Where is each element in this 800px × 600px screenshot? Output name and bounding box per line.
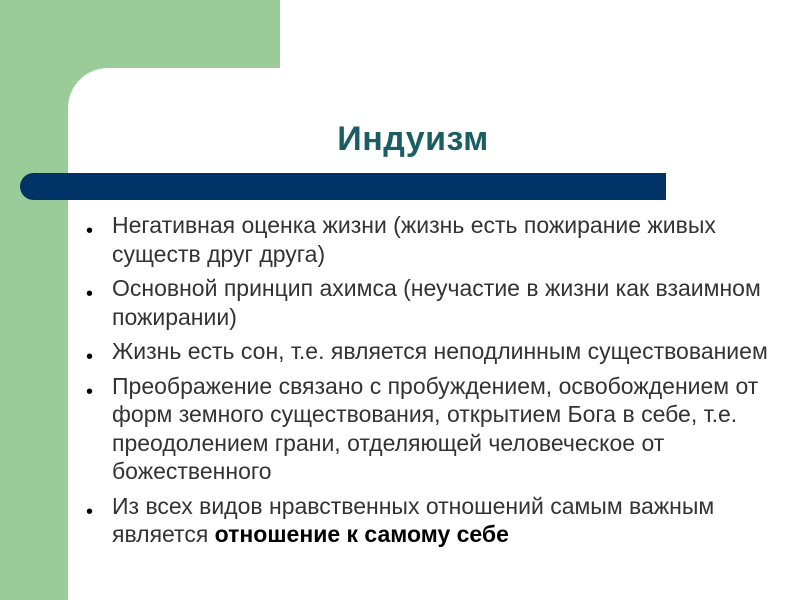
bullet-text: Преображение связано с пробуждением, освобождением от форм земного существования, открытием Бога в себе, т.е. преодолением грани, отделяющей человеческое от божественного	[112, 372, 759, 484]
bullet-icon: •	[86, 283, 94, 305]
list-item	[86, 337, 786, 366]
list-item	[86, 274, 786, 331]
bullet-icon: •	[86, 346, 94, 368]
list-item	[86, 492, 786, 549]
bullet-icon: •	[86, 220, 94, 242]
bullet-text: Из всех видов нравственных отношений самым важным является	[112, 492, 715, 547]
slide-title: Индуизм	[337, 120, 489, 158]
list-item	[86, 211, 786, 268]
bullet-text: Жизнь есть сон, т.е. является неподлинным существованием	[112, 338, 768, 364]
bullet-icon: •	[86, 500, 94, 523]
title-underline-bar	[20, 173, 666, 200]
list-item	[86, 372, 786, 486]
bullet-text: Негативная оценка жизни (жизнь есть пожирание живых существ друг друга)	[112, 212, 716, 267]
bullet-text: Основной принцип ахимса (неучастие в жизни как взаимном пожирании)	[112, 275, 761, 330]
bullet-icon: •	[86, 380, 94, 403]
bullet-emphasis: отношение к самому себе	[214, 521, 509, 547]
bullet-list	[86, 211, 786, 555]
